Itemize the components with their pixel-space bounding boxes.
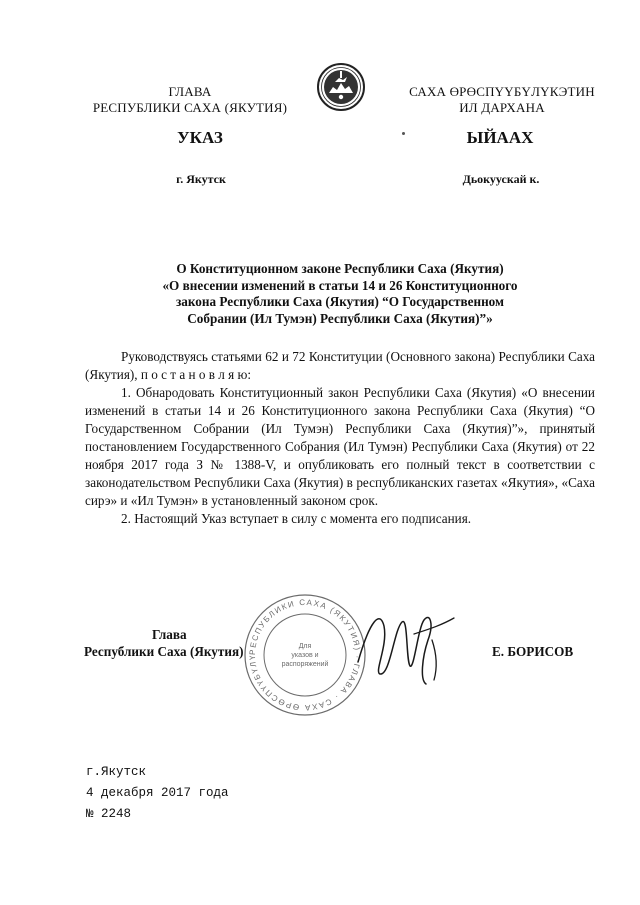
header-right xyxy=(392,84,612,116)
signatory-role-line1: Глава xyxy=(152,627,187,642)
registration-date: 4 декабря 2017 года xyxy=(86,786,229,800)
signatory-name: Е. БОРИСОВ xyxy=(492,644,574,659)
decree-body xyxy=(85,348,595,528)
seal-inner-line2: указов и xyxy=(291,652,319,659)
decree-heading xyxy=(100,261,580,327)
scan-speck xyxy=(402,132,405,135)
seal-inner-line3: распоряжений xyxy=(281,661,329,668)
registration-city: г.Якутск xyxy=(86,765,147,779)
heading-line3: закона Республики Саха (Якутия) “О Государственном xyxy=(175,294,504,309)
header-right-line2: ИЛ ДАРХАНА xyxy=(459,100,545,115)
city-left: г. Якутск xyxy=(176,172,226,186)
city-right: Дьокуускай к. xyxy=(462,172,540,186)
title-ukaz: УКАЗ xyxy=(177,128,223,147)
header-left-line1: ГЛАВА xyxy=(168,84,212,99)
item-2: 2. Настоящий Указ вступает в силу с момента его подписания. xyxy=(121,511,472,526)
registration-block xyxy=(86,762,229,825)
heading-line2: «О внесении изменений в статьи 14 и 26 Конституционного xyxy=(162,277,518,293)
registration-number: № 2248 xyxy=(86,807,132,821)
handwritten-signature xyxy=(350,600,460,690)
preamble: Руководствуясь статьями 62 и 72 Конституции (Основного закона) Республики Саха (Якутия), п о с т а н о в л я ю: xyxy=(85,349,595,382)
heading-line4: Собрании (Ил Тумэн) Республики Саха (Якутия)”» xyxy=(187,310,493,326)
title-yiyaakh: ЫЙААХ xyxy=(466,128,534,147)
item-1: 1. Обнародовать Конституционный закон Республики Саха (Якутия) «О внесении изменений в статьи 14 и 26 Конституционного закона Республики Саха (Якутия) “О Государственном Собрании (Ил Тумэн) Республики Саха (Якутия)”», принятый постановлением Государственного Собрания (Ил Тумэн) Республики Саха (Якутия) от 22 ноября 2017 года З № 1388-V, и опубликовать его полный текст в соответствии с законодательством Республики Саха (Якутия) в республиканских газетах «Якутия», «Саха сирэ» и «Ил Тумэн» в установленный законом срок. xyxy=(85,385,595,508)
header-left xyxy=(70,84,310,116)
heading-line1: О Конституционном законе Республики Саха (Якутия) xyxy=(176,261,504,276)
seal-inner-line1: Для xyxy=(298,643,312,650)
header-left-line2: РЕСПУБЛИКИ САХА (ЯКУТИЯ) xyxy=(92,100,288,115)
seal-ring-text: РЕСПУБЛИКИ САХА (ЯКУТИЯ) · ГЛАВА · САХА ӨРӨСПҮҮБҮЛҮ xyxy=(247,597,363,713)
header-right-line1: САХА ӨРӨСПҮҮБҮЛҮКЭТИН xyxy=(409,84,595,99)
coat-of-arms-icon xyxy=(316,62,366,112)
signatory-role-line2: Республики Саха (Якутия) xyxy=(84,644,244,659)
